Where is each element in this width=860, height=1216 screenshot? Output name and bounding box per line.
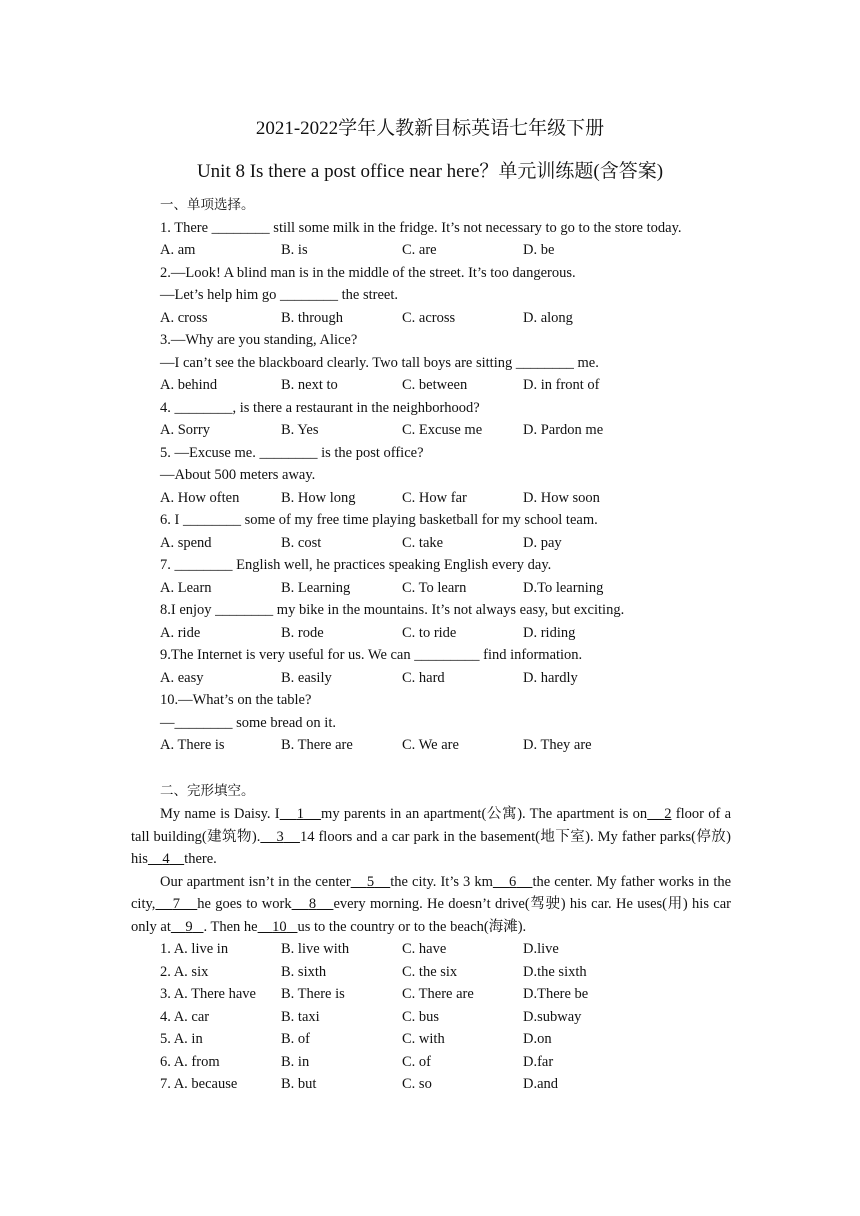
- question-options: [160, 532, 760, 555]
- cloze-option-row: [160, 983, 760, 1006]
- cloze-passage: [131, 803, 731, 938]
- option-c: C. To learn: [402, 579, 467, 596]
- passage-text: My name is Daisy. I: [160, 806, 280, 822]
- option-b: B. rode: [281, 624, 324, 641]
- section-cloze-heading: [160, 780, 760, 803]
- question-stem: 3.—Why are you standing, Alice?: [160, 332, 358, 348]
- option-c: C. of: [402, 1053, 431, 1070]
- option-d: D. along: [523, 309, 573, 326]
- option-c: C. so: [402, 1076, 432, 1092]
- option-b: B. is: [281, 242, 308, 258]
- option-a: 2. A. six: [160, 963, 209, 980]
- question-options: [160, 667, 760, 690]
- question-stem: 9.The Internet is very useful for us. We can _________ find information.: [160, 647, 583, 663]
- passage-text: 14 floors and a car park in the basement(地下室). My father parks(停放) his: [131, 828, 732, 867]
- question-options: [160, 374, 760, 397]
- option-b: B. in: [281, 1053, 310, 1070]
- option-d: D.the sixth: [523, 963, 587, 980]
- option-b: B. There is: [281, 986, 345, 1002]
- blank-3: 3: [276, 828, 284, 845]
- passage-text: every morning. He doesn’t drive(驾驶) his car. He uses(用) his car only at: [131, 896, 732, 935]
- blank-7: 7: [172, 896, 180, 912]
- question-options: [160, 622, 760, 645]
- question-stem: 5. —Excuse me. ________ is the post office?: [160, 444, 424, 461]
- passage-text: he goes to work: [197, 896, 292, 912]
- option-d: D.and: [523, 1076, 559, 1092]
- option-b: B. Learning: [281, 579, 351, 596]
- cloze-paragraph-1: [131, 803, 731, 871]
- cloze-option-row: [160, 1073, 760, 1096]
- blank-4: 4: [162, 851, 170, 867]
- option-a: 5. A. in: [160, 1031, 203, 1047]
- passage-text: there.: [184, 851, 217, 867]
- option-b: B. easily: [281, 669, 332, 686]
- question-stem: —About 500 meters away.: [160, 467, 316, 483]
- option-d: D.live: [523, 941, 559, 957]
- document-subtitle: Unit 8 Is there a post office near here？单元训练题(含答案): [196, 161, 664, 182]
- question-options: [160, 419, 760, 442]
- cloze-option-row: [160, 1028, 760, 1051]
- blank-8: 8: [308, 896, 317, 912]
- question-options: [160, 239, 760, 262]
- option-d: D.subway: [523, 1008, 582, 1025]
- option-a: 1. A. live in: [160, 941, 229, 957]
- question-stem: 10.—What’s on the table?: [160, 692, 312, 708]
- option-c: C. hard: [402, 669, 445, 686]
- option-a: A. Sorry: [160, 422, 210, 438]
- question-stem: 4. ________, is there a restaurant in the neighborhood?: [160, 399, 480, 416]
- section-heading: 一、单项选择。: [160, 197, 255, 212]
- document-title: 2021-2022学年人教新目标英语七年级下册: [255, 118, 605, 139]
- option-b: B. of: [281, 1031, 310, 1047]
- option-c: C. have: [402, 941, 447, 957]
- option-d: D.on: [523, 1031, 552, 1047]
- option-a: A. How often: [160, 489, 240, 506]
- question-stem: 6. I ________ some of my free time playing basketball for my school team.: [160, 512, 598, 528]
- passage-text: the city. It’s 3 km: [390, 873, 493, 890]
- question-stem: 1. There ________ still some milk in the fridge. It’s not necessary to go to the store today.: [160, 219, 682, 236]
- question-stem: —Let’s help him go ________ the street.: [160, 287, 399, 303]
- option-a: A. Learn: [160, 579, 212, 596]
- blank-5: 5: [366, 873, 375, 890]
- option-b: B. Yes: [281, 422, 319, 438]
- option-b: B. but: [281, 1076, 317, 1092]
- passage-text: my parents in an apartment(公寓). The apartment is on: [321, 806, 648, 822]
- passage-text: the center. My father works in the city,: [131, 873, 732, 912]
- option-c: C. across: [402, 309, 456, 326]
- cloze-option-row: [160, 961, 760, 984]
- section-heading: 二、完形填空。: [160, 783, 255, 798]
- cloze-option-row: [160, 938, 760, 961]
- question-options: [160, 734, 760, 757]
- option-a: A. ride: [160, 624, 201, 641]
- option-d: D. How soon: [523, 489, 600, 506]
- option-d: D. in front of: [523, 377, 600, 393]
- option-c: C. with: [402, 1031, 445, 1047]
- option-c: C. take: [402, 534, 444, 551]
- option-b: B. There are: [281, 737, 353, 753]
- passage-text: Our apartment isn’t in the center: [160, 873, 351, 890]
- option-b: B. How long: [281, 489, 356, 506]
- option-a: A. cross: [160, 309, 208, 326]
- option-a: 4. A. car: [160, 1008, 210, 1025]
- passage-text: floor of a tall building(建筑物).: [131, 806, 732, 845]
- option-c: C. to ride: [402, 624, 457, 641]
- option-c: C. between: [402, 377, 468, 393]
- cloze-option-row: [160, 1051, 760, 1074]
- option-d: D. be: [523, 242, 555, 258]
- question-stem: 7. ________ English well, he practices speaking English every day.: [160, 557, 552, 573]
- option-c: C. How far: [402, 489, 467, 506]
- option-b: B. next to: [281, 377, 338, 393]
- section-single-choice: [160, 194, 760, 757]
- option-c: C. Excuse me: [402, 422, 483, 438]
- option-b: B. taxi: [281, 1008, 320, 1025]
- passage-text: . Then he: [203, 918, 258, 935]
- option-b: B. cost: [281, 534, 322, 551]
- question-stem: 2.—Look! A blind man is in the middle of the street. It’s too dangerous.: [160, 264, 576, 281]
- question-stem: —________ some bread on it.: [160, 714, 336, 731]
- option-d: D. Pardon me: [523, 422, 604, 438]
- option-b: B. through: [281, 309, 344, 326]
- blank-9: 9: [185, 918, 193, 935]
- option-d: D. riding: [523, 624, 576, 641]
- option-a: A. easy: [160, 669, 204, 686]
- option-c: C. We are: [402, 737, 459, 753]
- question-stem: 8.I enjoy ________ my bike in the mountains. It’s not always easy, but exciting.: [160, 602, 625, 618]
- passage-text: us to the country or to the beach(海滩).: [297, 918, 527, 935]
- blank-10: 10: [272, 918, 287, 935]
- option-c: C. There are: [402, 986, 474, 1002]
- question-options: [160, 307, 760, 330]
- option-c: C. bus: [402, 1008, 440, 1025]
- option-a: A. spend: [160, 534, 212, 551]
- option-a: A. am: [160, 242, 196, 258]
- option-a: A. There is: [160, 737, 225, 753]
- cloze-option-row: [160, 1006, 760, 1029]
- option-c: C. the six: [402, 963, 458, 980]
- option-a: 3. A. There have: [160, 986, 256, 1002]
- option-d: D. pay: [523, 534, 562, 551]
- option-d: D.To learning: [523, 579, 604, 596]
- option-d: D. They are: [523, 737, 592, 753]
- question-options: [160, 487, 760, 510]
- option-d: D.far: [523, 1053, 554, 1070]
- option-a: 6. A. from: [160, 1053, 220, 1070]
- blank-6: 6: [509, 873, 517, 890]
- blank-1: 1: [296, 806, 304, 822]
- option-b: B. sixth: [281, 963, 327, 980]
- option-d: D.There be: [523, 986, 589, 1002]
- option-a: 7. A. because: [160, 1076, 238, 1092]
- option-b: B. live with: [281, 941, 350, 957]
- cloze-paragraph-2: [131, 871, 731, 939]
- question-stem: —I can’t see the blackboard clearly. Two tall boys are sitting ________ me.: [160, 354, 599, 371]
- cloze-options: [160, 938, 760, 1096]
- option-d: D. hardly: [523, 669, 578, 686]
- question-options: [160, 577, 760, 600]
- option-a: A. behind: [160, 377, 218, 393]
- blank-2: 2: [664, 806, 672, 822]
- option-c: C. are: [402, 242, 437, 258]
